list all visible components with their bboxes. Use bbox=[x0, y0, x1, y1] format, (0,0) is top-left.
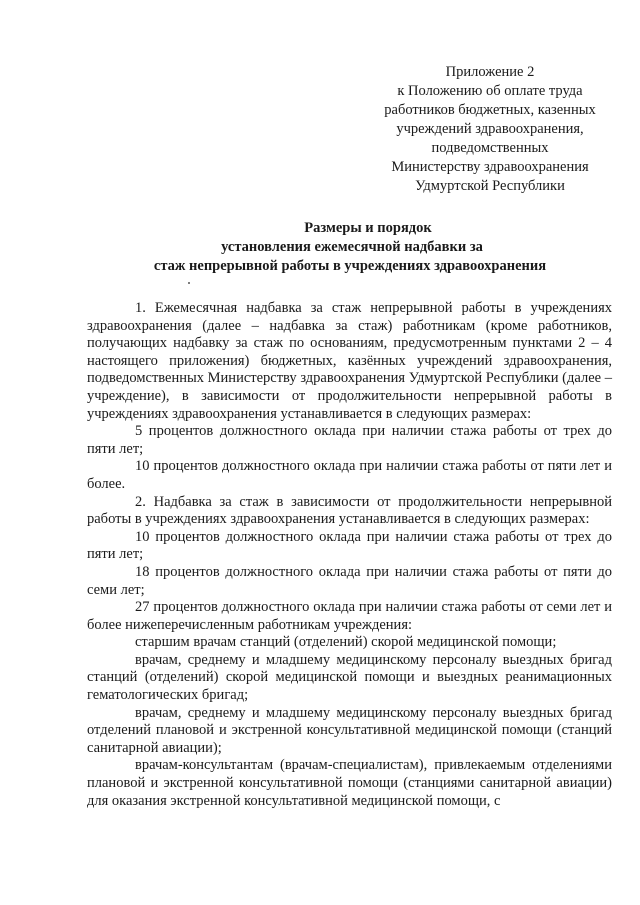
paragraph: врачам, среднему и младшему медицинскому персоналу выездных бригад отделений плановой и экстренной консультативной медицинской помощи (станций санитарной авиации); bbox=[87, 704, 612, 756]
paragraph: 18 процентов должностного оклада при наличии стажа работы от пяти до семи лет; bbox=[87, 563, 612, 598]
paragraph: старшим врачам станций (отделений) скорой медицинской помощи; bbox=[135, 634, 557, 651]
paragraph: 10 процентов должностного оклада при наличии стажа работы от трех до пяти лет; bbox=[87, 528, 612, 563]
title-line: установления ежемесячной надбавки за bbox=[221, 239, 483, 255]
paragraph: врачам-консультантам (врачам-специалистам), привлекаемым отделениями плановой и экстренной консультативной помощи (станциями санитарной авиации) для оказания экстренной консультативной медицинской помощи, с bbox=[87, 757, 612, 809]
document-title bbox=[80, 219, 620, 276]
appendix-line: работников бюджетных, казенных bbox=[384, 102, 596, 118]
paragraph: 5 процентов должностного оклада при наличии стажа работы от трех до пяти лет; bbox=[87, 423, 612, 457]
paragraph: 27 процентов должностного оклада при наличии стажа работы от семи лет и более нижеперечисленным работникам учреждения: bbox=[87, 599, 612, 633]
title-line: Размеры и порядок bbox=[304, 220, 432, 236]
appendix-line: Удмуртской Республики bbox=[415, 178, 565, 194]
appendix-line: подведомственных bbox=[431, 140, 549, 156]
appendix-line: Приложение 2 bbox=[445, 64, 535, 80]
paragraph: врачам, среднему и младшему медицинскому персоналу выездных бригад станций (отделений) скорой медицинской помощи и выездных реанимационных гематологических бригад; bbox=[87, 651, 612, 704]
appendix-line: учреждений здравоохранения, bbox=[396, 121, 584, 137]
appendix-header bbox=[360, 63, 620, 196]
appendix-line: Министерству здравоохранения bbox=[391, 159, 589, 175]
paragraph: 1. Ежемесячная надбавка за стаж непрерывной работы в учреждениях здравоохранения (далее – надбавка за стаж) работникам (кроме работников, получающих надбавку за стаж по основаниям, предусмотренным пунктами 2 – 4 настоящего приложения) бюджетных, казённых учреждений здравоохранения, подведомственных Министерству здравоохранения Удмуртской Республики (далее – учреждение), в зависимости от продолжительности непрерывной работы в учреждениях здравоохранения устанавливается в следующих размерах: bbox=[87, 300, 612, 422]
title-line: стаж непрерывной работы в учреждениях здравоохранения bbox=[153, 258, 547, 274]
appendix-line: к Положению об оплате труда bbox=[397, 83, 583, 99]
document-body bbox=[87, 300, 612, 810]
paragraph: 2. Надбавка за стаж в зависимости от продолжительности непрерывной работы в учреждениях здравоохранения устанавливается в следующих размерах: bbox=[87, 493, 612, 528]
scan-speck bbox=[188, 282, 190, 284]
paragraph: 10 процентов должностного оклада при наличии стажа работы от пяти лет и более. bbox=[87, 458, 612, 492]
